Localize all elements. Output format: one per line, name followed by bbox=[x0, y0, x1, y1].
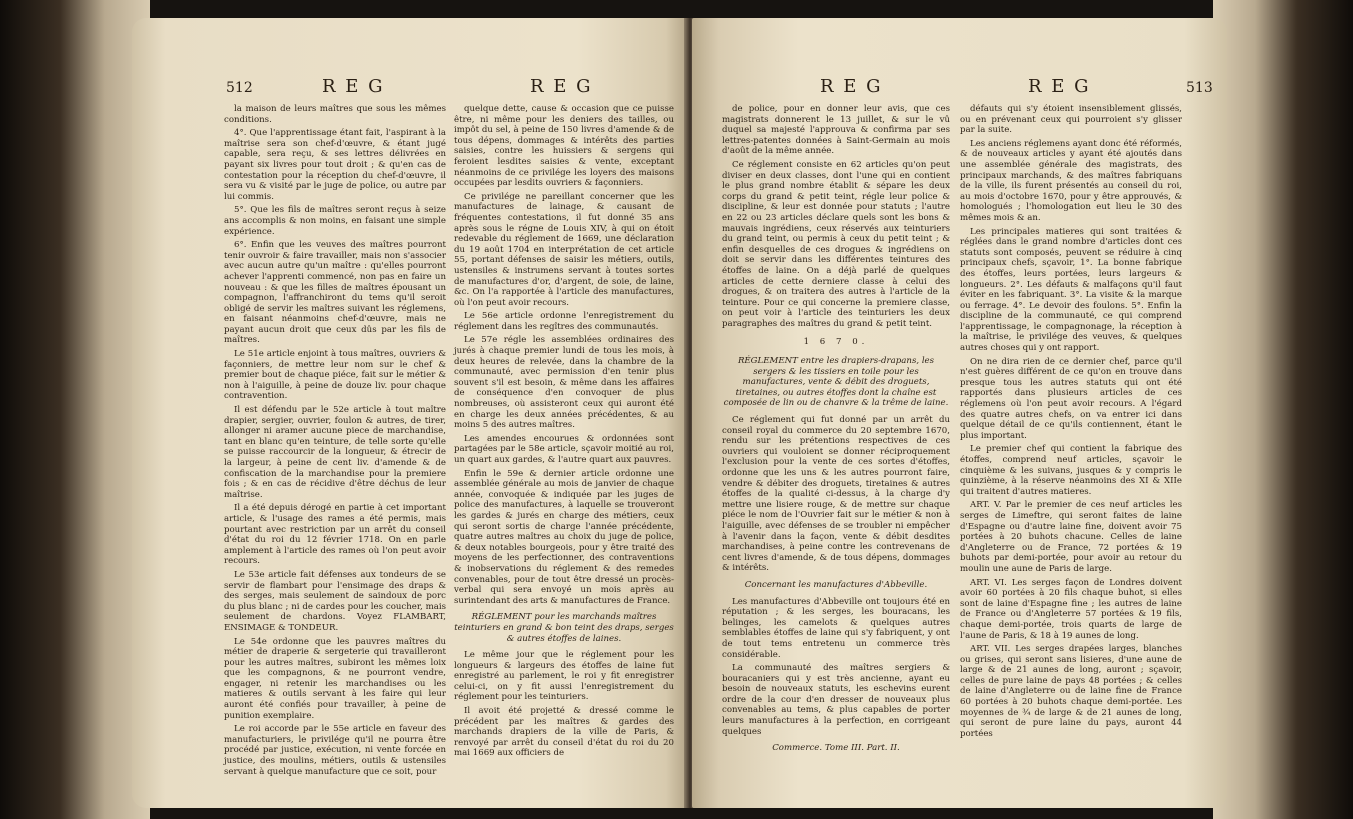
paragraph: Enfin le 59e & dernier article ordonne une assemblée générale au mois de janvier de chaque année, convoquée & indiquée par les juges de police des manufactures, à laquelle se trouveront les gardes & jurés en charge des métiers, ceux qui seront sortis de charge l'année précédente, quatre autres maîtres au choix du juge de police, & deux notables bourgeois, pour y être traité des moyens de les perfectionner, des contraventions & inobservations du réglement & des remedes convenables, pour de tout être dressé un procès-verbal qui sera envoyé un mois après au surintendant des arts & manufactures de France. bbox=[454, 468, 674, 606]
right-column-2 bbox=[960, 104, 1182, 742]
paragraph: Le 54e ordonne que les pauvres maîtres du métier de draperie & sergeterie qui travailleront pour les autres maîtres, subiront les mêmes loix que les compagnons, & ne pourront vendre, engager, ni retenir les marchandises ou les matieres & outils servant à les faire qui leur auront été confiés pour travailler, à peine de punition exemplaire. bbox=[224, 636, 446, 721]
paragraph: 4°. Que l'apprentissage étant fait, l'aspirant à la maîtrise sera son chef-d'œuvre, & étant jugé capable, sera reçu, & ses lettres délivrées en payant six livres pour tout droit ; & qu'en cas de contestation pour la réception du chef-d'œuvre, il sera vu & visité par le juge de police, ou autre par lui commis. bbox=[224, 128, 446, 202]
paragraph: Il est défendu par le 52e article à tout maître drapier, sergier, ouvrier, foulon & autres, de tirer, allonger ni aramer aucune piece de marchandise, tant en blanc qu'en teinture, de telle sorte qu'elle se puisse raccourcir de la longueur, & étrecir de la largeur, à peine de cent liv. d'amende & de confiscation de la marchandise pour la premiere fois ; & en cas de récidive d'être déchus de leur maîtrise. bbox=[224, 405, 446, 500]
section-title: Concernant les manufactures d'Abbeville. bbox=[744, 579, 928, 590]
left-column-2 bbox=[454, 104, 674, 762]
paragraph: La communauté des maîtres sergiers & bouracaniers qui y est très ancienne, ayant eu besoin de nouveaux statuts, les eschevins eurent ordre de la cour d'en dresser de nouveaux plus convenables au tems, & plus capables de porter leurs manufactures à la perfection, en corrigeant quelques bbox=[722, 663, 950, 737]
paragraph: Ce réglement consiste en 62 articles qu'on peut diviser en deux classes, dont l'une qui en contient le plus grand nombre établit & sépare les deux corps du grand & petit teint, régle leur police & discipline, & leur est donnée pour statuts ; l'autre en 22 ou 23 articles déclare quels sont les bons & mauvais ingrédiens, ceux réservés aux teinturiers du grand teint, ou permis à ceux du petit teint ; & enfin desquelles de ces drogues & ingrédiens on doit se servir dans les différentes teintures des étoffes de laine. On a déjà parlé de quelques articles de cette derniere classe à celui des drogues, & on traitera des autres à l'article de la teinture. Pour ce qui concerne la premiere classe, on peut voir à l'article des teinturiers les deux paragraphes des maîtres du grand & petit teint. bbox=[722, 159, 950, 329]
paragraph: Il a été depuis dérogé en partie à cet important article, & l'usage des rames a été permis, mais pourtant avec restriction par un arrêt du conseil d'état du roi du 12 février 1718. On en parle amplement à l'article des rames où l'on peut avoir recours. bbox=[224, 503, 446, 567]
paragraph: ART. VII. Les serges drapées larges, blanches ou grises, qui seront sans lisieres, d'une aune de large & de 21 aunes de long, auront ; sçavoir, celles de pure laine de pays 48 portées ; & celles de laine d'Angleterre ou de laine fine de France 60 portées à 20 buhots chaque demi-portée. Les moyennes de ¾ de large & de 21 aunes de long, qui seront de pure laine du pays, auront 44 portées bbox=[960, 644, 1182, 739]
section-title: RÉGLEMENT entre les drapiers-drapans, les sergers & les tissiers en toile pour les manufactures, vente & débit des droguets, tiretaines, ou autres étoffes dont la chaîne est composée de lin ou de chanvre & la trême de laine. bbox=[723, 356, 949, 409]
right-header-left: R E G bbox=[820, 76, 883, 97]
paragraph: Le 51e article enjoint à tous maîtres, ouvriers & façonniers, de mettre leur nom sur le chef & premier bout de chaque piéce, fait sur le métier & non à l'aiguille, à peine de douze liv. pour chaque contravention. bbox=[224, 349, 446, 402]
paragraph: Le 57e régle les assemblées ordinaires des jurés à chaque premier lundi de tous les mois, à deux heures de relevée, dans la chambre de la communauté, avec permission d'en tenir plus souvent s'il est besoin, & même dans les affaires de conséquence d'en convoquer de plus nombreuses, où assisteront ceux qui auront été en charge les deux années précédentes, & au moins 5 des autres maîtres. bbox=[454, 335, 674, 431]
paragraph: Le premier chef qui contient la fabrique des étoffes, comprend neuf articles, sçavoir le cinquième & les suivans, jusques & y compris le quinzième, à la réserve néanmoins des XI & XIIe qui traitent d'autres matieres. bbox=[960, 444, 1182, 497]
paragraph: Ce réglement qui fut donné par un arrêt du conseil royal du commerce du 20 septembre 1670, rendu sur les prétentions respectives de ces ouvriers qui vouloient se donner réciproquement l'exclusion pour la vente de ces sortes d'étoffes, ordonne que les uns & les autres pourront faire, vendre & débiter des droguets, tiretaines & autres étoffes de la qualité ci-dessus, à la charge d'y mettre une lisiere rouge, & de mettre sur chaque piéce le nom de l'Ouvrier fait sur le métier & non à l'aiguille, avec défenses de se troubler ni empêcher à l'avenir dans la façon, vente & débit desdites marchandises, à peine contre les contrevenans de cent livres d'amende, & de tous dépens, dommages & intérêts. bbox=[722, 415, 950, 574]
paragraph: Il avoit été projetté & dressé comme le précédent par les maîtres & gardes des marchands drapiers de la ville de Paris, & renvoyé par arrêt du conseil d'état du roi du 20 mai 1669 aux officiers de bbox=[454, 706, 674, 759]
paragraph: ART. V. Par le premier de ces neuf articles les serges de Limeftre, qui seront faites de laine d'Espagne ou d'autre laine fine, doivent avoir 75 portées à 20 buhots chacune. Celles de laine d'Angleterre ou de France, 72 portées & 19 buhots par demi-portée, pour avoir au retour du moulin une aune de Paris de large. bbox=[960, 500, 1182, 574]
left-header-right: R E G bbox=[530, 76, 593, 97]
paragraph: 5°. Que les fils de maîtres seront reçus à seize ans accomplis & non moins, en faisant une simple expérience. bbox=[224, 205, 446, 237]
paragraph: Les principales matieres qui sont traitées & réglées dans le grand nombre d'articles dont ces statuts sont composés, peuvent se réduire à cinq principaux chefs, sçavoir, 1°. La bonne fabrique des étoffes, leurs portées, leurs largeurs & longueurs. 2°. Les défauts & malfaçons qu'il faut éviter en les fabriquant. 3°. La visite & la marque ou ferrage. 4°. Le devoir des foulons. 5°. Enfin la discipline de la communauté, ce qui comprend l'apprentissage, le compagnonage, la réception à la maîtrise, le privilége des veuves, & quelques autres choses qui y ont rapport. bbox=[960, 226, 1182, 354]
page-footer: Commerce. Tome III. Part. II. bbox=[772, 743, 900, 754]
right-header-right: R E G bbox=[1028, 76, 1091, 97]
right-page-number: 513 bbox=[1186, 80, 1213, 96]
paragraph: Ce privilége ne pareillant concerner que les manufactures de lainage, & causant de fréquentes contestations, il fut donné 35 ans après sous le régne de Louis XIV, à qui on étoit redevable du réglement de 1669, une déclaration du 19 août 1704 en interprétation de cet article 55, portant défenses de saisir les métiers, outils, ustensiles & instrumens servant à toutes sortes de manufactures d'or, d'argent, de soie, de laine, &c. On l'a rapportée à l'article des manufactures, où l'on peut avoir recours. bbox=[454, 191, 674, 308]
left-column-1 bbox=[224, 104, 446, 780]
year-heading: 1 6 7 0. bbox=[803, 337, 869, 348]
paragraph: Le même jour que le réglement pour les longueurs & largeurs des étoffes de laine fut enregistré au parlement, le roi y fit enregistrer celui-ci, on y fit aussi l'enregistrement du réglement pour les teinturiers. bbox=[454, 650, 674, 703]
right-column-1 bbox=[722, 104, 950, 760]
section-title: RÉGLEMENT pour les marchands maîtres teinturiers en grand & bon teint des draps, serges & autres étoffes de laines. bbox=[454, 612, 674, 644]
paragraph: ART. VI. Les serges façon de Londres doivent avoir 60 portées à 20 fils chaque buhot, si elles sont de laine d'Espagne fine ; les autres de laine de France ou d'Angleterre 57 portées & 19 fils, chaque demi-portée, trois quarts de large de l'aune de Paris, & 18 à 19 aunes de long. bbox=[960, 577, 1182, 641]
left-page-number: 512 bbox=[226, 80, 253, 96]
paragraph: Les anciens réglemens ayant donc été réformés, & de nouveaux articles y ayant été ajoutés dans une assemblée générale des magistrats, des principaux marchands, & des maîtres fabriquans de la ville, ils furent présentés au conseil du roi, au mois d'octobre 1670, pour y être approuvés, & homologués ; l'homologation eut lieu le 30 des mêmes mois & an. bbox=[960, 138, 1182, 223]
paragraph: Les manufactures d'Abbeville ont toujours été en réputation ; & les serges, les bouracans, les belinges, les camelots & quelques autres semblables étoffes de laine qui s'y fabriquent, y ont de tout tems entretenu un commerce très considérable. bbox=[722, 596, 950, 660]
left-header-left: R E G bbox=[322, 76, 385, 97]
paragraph: 6°. Enfin que les veuves des maîtres pourront tenir ouvroir & faire travailler, mais non s'associer avec aucun autre qu'un maître : qu'elles pourront achever l'apprenti commencé, non pas en faire un nouveau : & que les filles de maîtres épousant un compagnon, l'affranchiront du tems qu'il seroit obligé de servir les maîtres suivant les réglemens, en faisant néanmoins chef-d'œuvre, mais ne payant aucun droit que ceux dûs par les fils de maîtres. bbox=[224, 240, 446, 346]
paragraph: la maison de leurs maîtres que sous les mêmes conditions. bbox=[224, 104, 446, 125]
right-page bbox=[692, 18, 1227, 808]
paragraph: On ne dira rien de ce dernier chef, parce qu'il n'est guères différent de ce qu'on en trouve dans presque tous les autres statuts qui ont été rapportés dans plusieurs articles de ces réglemens où l'on peut avoir recours. A l'égard des quatre autres chefs, on va entrer ici dans quelque détail de ce qu'ils contiennent, étant le plus important. bbox=[960, 356, 1182, 441]
paragraph: Les amendes encourues & ordonnées sont partagées par le 58e article, sçavoir moitié au roi, un quart aux gardes, & l'autre quart aux pauvres. bbox=[454, 433, 674, 465]
paragraph: Le 53e article fait défenses aux tondeurs de se servir de flambart pour l'ensimage des draps & des serges, mais seulement de saindoux de porc du plus blanc ; ni de cardes pour les coucher, mais seulement de chardons. Voyez FLAMBART, ENSIMAGE & TONDEUR. bbox=[224, 569, 446, 633]
left-page bbox=[132, 18, 688, 808]
paragraph: défauts qui s'y étoient insensiblement glissés, ou en prévenant ceux qui pourroient s'y glisser par la suite. bbox=[960, 104, 1182, 136]
paragraph: Le roi accorde par le 55e article en faveur des manufacturiers, le privilége qu'il ne pourra être procédé par justice, exécution, ni vente forcée en justice, des moulins, métiers, outils & ustensiles servant à quelque manufacture que ce soit, pour bbox=[224, 724, 446, 777]
right-book-edge bbox=[1213, 0, 1353, 819]
paragraph: Le 56e article ordonne l'enregistrement du réglement dans les regîtres des communautés. bbox=[454, 311, 674, 332]
paragraph: de police, pour en donner leur avis, que ces magistrats donnerent le 13 juillet, & sur le vû duquel sa majesté l'approuva & confirma par ses lettres-patentes données à Saint-Germain au mois d'août de la même année. bbox=[722, 104, 950, 157]
paragraph: quelque dette, cause & occasion que ce puisse être, ni même pour les deniers des tailles, ou impôt du sel, à peine de 150 livres d'amende & de tous dépens, dommages & intérêts des parties saisies, contre les huissiers & sergens qui feroient lesdites saisies & vente, exceptant néanmoins de ce privilége les loyers des maisons occupées par lesdits ouvriers & façonniers. bbox=[454, 104, 674, 189]
left-book-edge bbox=[0, 0, 150, 819]
